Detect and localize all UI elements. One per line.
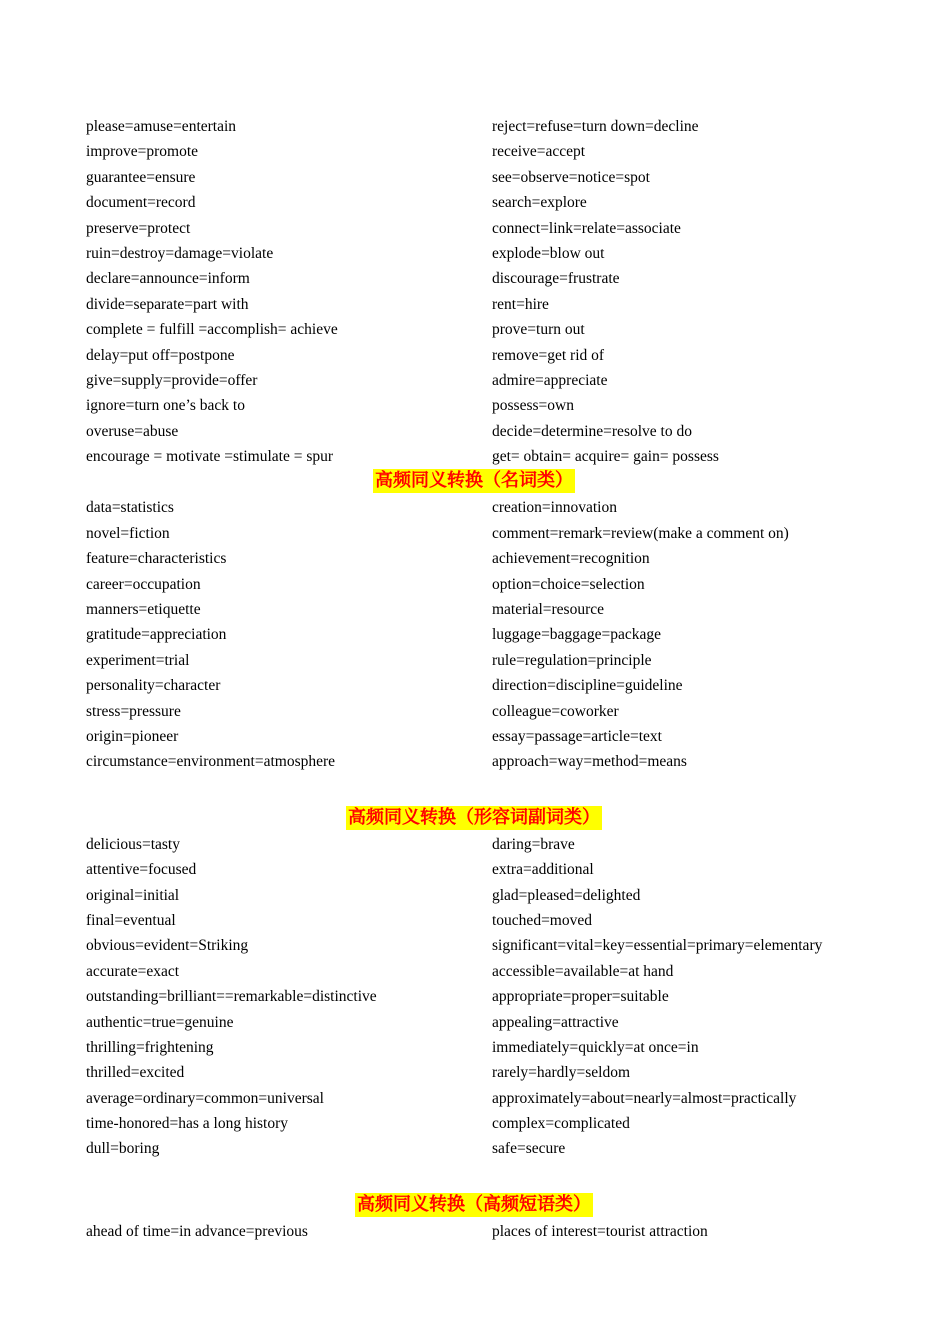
synonym-left: document=record <box>86 194 196 212</box>
synonym-row <box>0 673 950 698</box>
synonym-row <box>0 1035 950 1060</box>
synonym-row <box>0 1010 950 1035</box>
synonym-right: get= obtain= acquire= gain= possess <box>492 448 719 466</box>
synonym-row <box>0 883 950 908</box>
synonym-right: accessible=available=at hand <box>492 962 674 980</box>
synonym-left: gratitude=appreciation <box>86 626 227 644</box>
synonym-right: material=resource <box>492 601 605 619</box>
synonym-right: remove=get rid of <box>492 346 605 364</box>
synonym-right: discourage=frustrate <box>492 270 620 288</box>
synonym-left: experiment=trial <box>86 651 190 669</box>
synonym-left: thrilled=excited <box>86 1064 185 1082</box>
synonym-left: feature=characteristics <box>86 550 227 568</box>
synonym-row <box>0 1219 950 1244</box>
synonym-right: safe=secure <box>492 1140 566 1158</box>
synonym-row <box>0 749 950 774</box>
vocab-section <box>0 469 950 774</box>
synonym-row <box>0 444 950 469</box>
synonym-row <box>0 572 950 597</box>
synonym-right: decide=determine=resolve to do <box>492 422 692 440</box>
synonym-left: thrilling=frightening <box>86 1038 214 1056</box>
synonym-right: immediately=quickly=at once=in <box>492 1038 699 1056</box>
synonym-left: complete = fulfill =accomplish= achieve <box>86 321 338 339</box>
synonym-row <box>0 984 950 1009</box>
synonym-row <box>0 317 950 342</box>
synonym-right: explode=blow out <box>492 244 605 262</box>
synonym-left: manners=etiquette <box>86 601 201 619</box>
synonym-left: time-honored=has a long history <box>86 1115 289 1133</box>
synonym-left: accurate=exact <box>86 962 180 980</box>
vocab-section <box>0 806 950 1162</box>
synonym-row <box>0 699 950 724</box>
synonym-right: extra=additional <box>492 861 594 879</box>
synonym-right: admire=appreciate <box>492 371 608 389</box>
synonym-left: stress=pressure <box>86 702 181 720</box>
synonym-right: achievement=recognition <box>492 550 650 568</box>
synonym-row <box>0 292 950 317</box>
synonym-row <box>0 139 950 164</box>
synonym-row <box>0 266 950 291</box>
synonym-row <box>0 393 950 418</box>
synonym-row <box>0 343 950 368</box>
synonym-left: dull=boring <box>86 1140 160 1158</box>
vocab-section <box>0 114 950 469</box>
synonym-left: obvious=evident=Striking <box>86 937 249 955</box>
synonym-right: rarely=hardly=seldom <box>492 1064 630 1082</box>
section-spacer <box>0 1162 950 1193</box>
synonym-row <box>0 521 950 546</box>
synonym-row <box>0 933 950 958</box>
synonym-left: personality=character <box>86 677 221 695</box>
synonym-left: overuse=abuse <box>86 422 179 440</box>
synonym-left: authentic=true=genuine <box>86 1013 234 1031</box>
synonym-left: ruin=destroy=damage=violate <box>86 244 274 262</box>
section-heading: 高频同义转换（高频短语类） <box>357 1193 591 1215</box>
synonym-left: origin=pioneer <box>86 727 179 745</box>
synonym-left: career=occupation <box>86 575 201 593</box>
synonym-right: appropriate=proper=suitable <box>492 988 669 1006</box>
synonym-row <box>0 857 950 882</box>
synonym-left: give=supply=provide=offer <box>86 371 258 389</box>
synonym-left: ignore=turn one’s back to <box>86 397 245 415</box>
synonym-right: approach=way=method=means <box>492 753 687 771</box>
synonym-row <box>0 1136 950 1161</box>
synonym-right: search=explore <box>492 194 587 212</box>
synonym-row <box>0 114 950 139</box>
synonym-right: rule=regulation=principle <box>492 651 652 669</box>
synonym-right: daring=brave <box>492 835 575 853</box>
synonym-right: comment=remark=review(make a comment on) <box>492 524 789 542</box>
synonym-right: creation=innovation <box>492 499 617 517</box>
synonym-right: touched=moved <box>492 911 592 929</box>
synonym-right: essay=passage=article=text <box>492 727 662 745</box>
synonym-row <box>0 648 950 673</box>
synonym-right: direction=discipline=guideline <box>492 677 683 695</box>
synonym-left: outstanding=brilliant==remarkable=distinctive <box>86 988 377 1006</box>
synonym-left: circumstance=environment=atmosphere <box>86 753 336 771</box>
synonym-row <box>0 419 950 444</box>
synonym-left: attentive=focused <box>86 861 197 879</box>
synonym-left: novel=fiction <box>86 524 170 542</box>
synonym-right: prove=turn out <box>492 321 585 339</box>
synonym-right: connect=link=relate=associate <box>492 219 681 237</box>
document-page <box>0 114 950 1244</box>
synonym-left: declare=announce=inform <box>86 270 250 288</box>
synonym-left: preserve=protect <box>86 219 191 237</box>
synonym-right: appealing=attractive <box>492 1013 619 1031</box>
synonym-right: luggage=baggage=package <box>492 626 661 644</box>
synonym-row <box>0 959 950 984</box>
synonym-row <box>0 1086 950 1111</box>
synonym-right: reject=refuse=turn down=decline <box>492 118 699 135</box>
synonym-left: ahead of time=in advance=previous <box>86 1222 308 1240</box>
synonym-row <box>0 495 950 520</box>
synonym-right: possess=own <box>492 397 574 415</box>
synonym-left: original=initial <box>86 886 180 904</box>
synonym-right: approximately=about=nearly=almost=practically <box>492 1089 797 1107</box>
vocab-section <box>0 1193 950 1244</box>
synonym-left: final=eventual <box>86 911 176 929</box>
synonym-left: please=amuse=entertain <box>86 118 237 135</box>
synonym-right: see=observe=notice=spot <box>492 168 650 186</box>
synonym-left: data=statistics <box>86 499 174 517</box>
synonym-left: encourage = motivate =stimulate = spur <box>86 448 334 466</box>
synonym-row <box>0 165 950 190</box>
synonym-right: glad=pleased=delighted <box>492 886 641 904</box>
synonym-row <box>0 622 950 647</box>
synonym-row <box>0 1060 950 1085</box>
section-heading-wrap <box>0 469 950 495</box>
synonym-right: colleague=coworker <box>492 702 619 720</box>
synonym-left: average=ordinary=common=universal <box>86 1089 324 1107</box>
section-heading-wrap <box>0 806 950 832</box>
synonym-right: rent=hire <box>492 295 549 313</box>
section-heading-wrap <box>0 1193 950 1219</box>
section-heading: 高频同义转换（形容词副词类） <box>348 806 600 828</box>
section-spacer <box>0 775 950 806</box>
section-heading: 高频同义转换（名词类） <box>375 470 573 492</box>
synonym-row <box>0 597 950 622</box>
synonym-right: option=choice=selection <box>492 575 645 593</box>
synonym-left: guarantee=ensure <box>86 168 196 186</box>
synonym-right: significant=vital=key=essential=primary=elementary <box>492 937 823 955</box>
synonym-left: divide=separate=part with <box>86 295 249 313</box>
synonym-row <box>0 241 950 266</box>
synonym-left: delicious=tasty <box>86 835 180 853</box>
synonym-row <box>0 216 950 241</box>
synonym-left: delay=put off=postpone <box>86 346 235 364</box>
synonym-right: receive=accept <box>492 143 586 161</box>
synonym-left: improve=promote <box>86 143 199 161</box>
synonym-right: complex=complicated <box>492 1115 630 1133</box>
synonym-row <box>0 724 950 749</box>
synonym-row <box>0 1111 950 1136</box>
synonym-row <box>0 190 950 215</box>
synonym-row <box>0 908 950 933</box>
synonym-right: places of interest=tourist attraction <box>492 1222 708 1240</box>
synonym-row <box>0 368 950 393</box>
synonym-row <box>0 546 950 571</box>
synonym-row <box>0 832 950 857</box>
